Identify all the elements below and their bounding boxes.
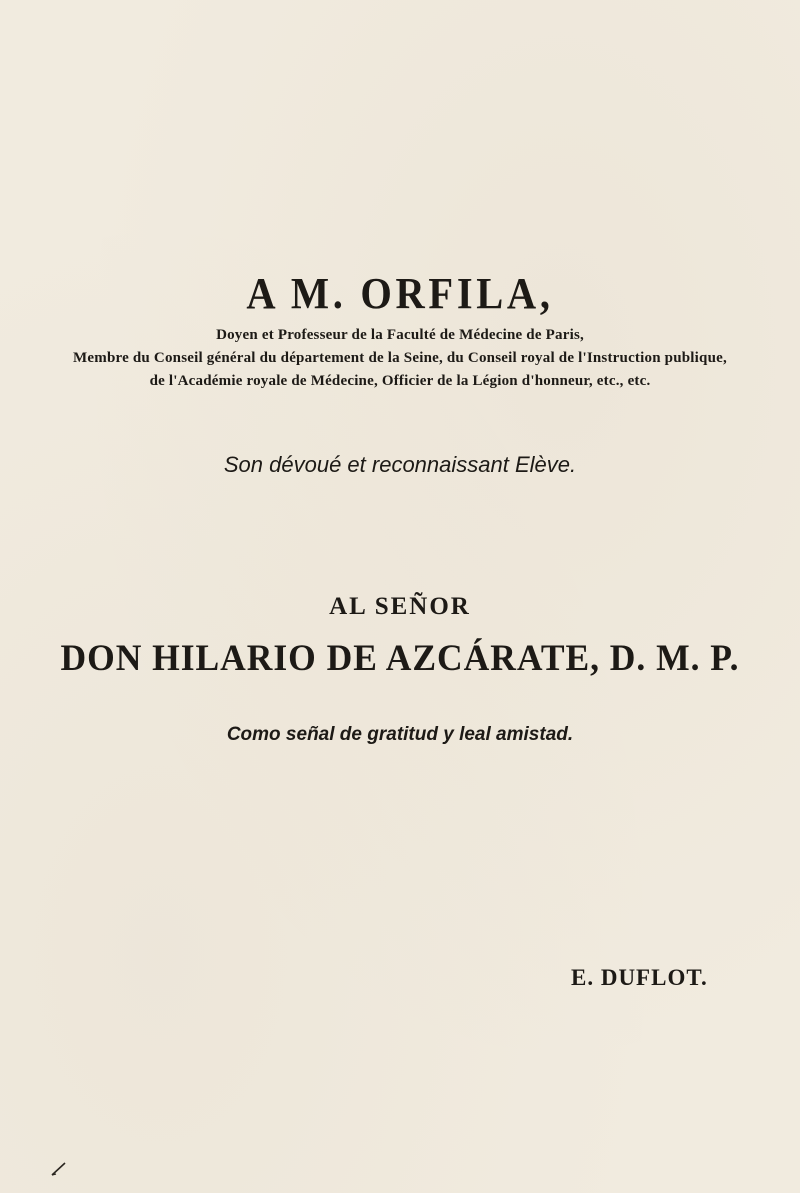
title-line-2: Membre du Conseil général du département de la Seine, du Conseil royal de l'Instruction publique, — [73, 350, 727, 366]
dedicatee-azcarate: DON HILARIO DE AZCÁRATE, D. M. P. — [60, 638, 740, 679]
dedication-line-french: Son dévoué et reconnaissant Elève. — [223, 452, 577, 477]
dedicatee-orfila: A M. ORFILA, — [246, 269, 554, 318]
ink-mark-icon — [51, 1162, 67, 1176]
title-line-1: Doyen et Professeur de la Faculté de Médecine de Paris, — [216, 327, 584, 343]
dedication-line-spanish: Como señal de gratitud y leal amistad. — [226, 724, 574, 745]
title-line-3: de l'Académie royale de Médecine, Officier de la Légion d'honneur, etc., etc. — [149, 373, 651, 389]
salutation-spanish: AL SEÑOR — [329, 593, 471, 620]
author-signature: E. DUFLOT. — [571, 965, 708, 990]
